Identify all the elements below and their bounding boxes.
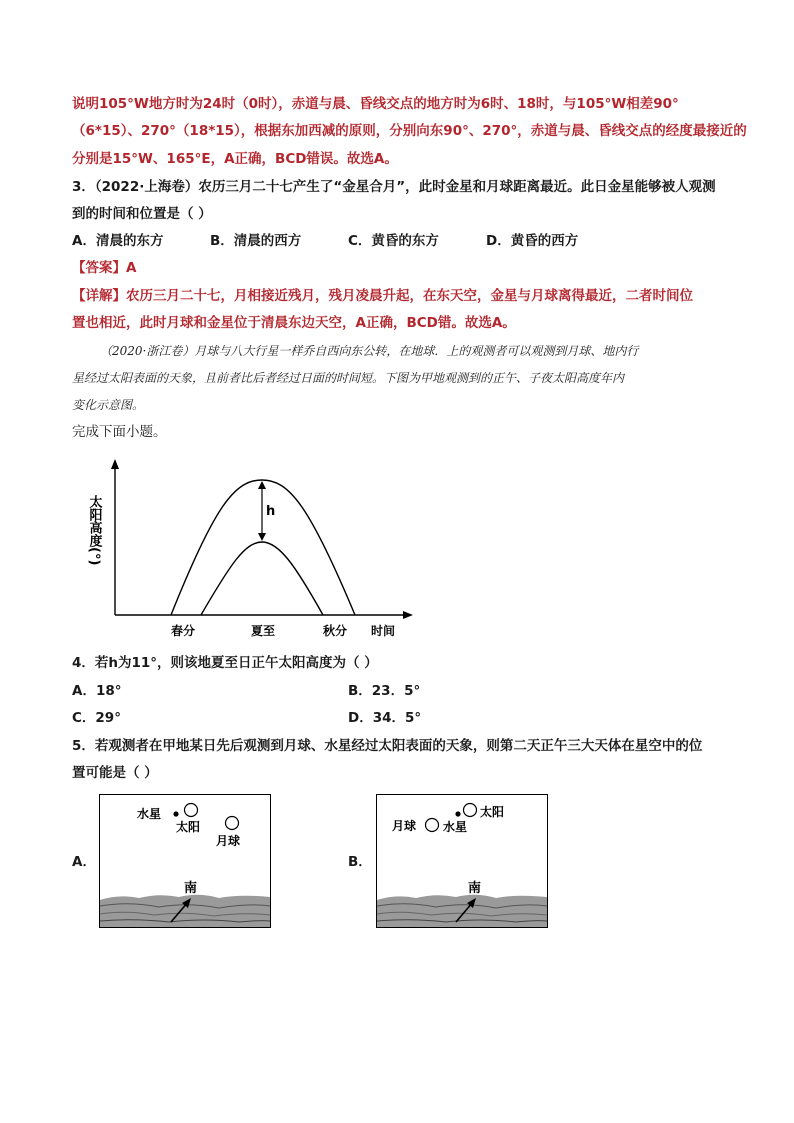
south-label: 南 xyxy=(468,881,482,896)
option-a-sky-panel xyxy=(99,794,271,928)
tick-label-autumn-equinox: 秋分 xyxy=(323,624,348,638)
explanation-line-3: 分别是15°W、165°E，A正确，BCD错误。故选A。 xyxy=(72,151,398,167)
moon-label: 月球 xyxy=(392,819,417,833)
mercury-dot xyxy=(173,811,178,816)
question-5-stem-line-1: 5．若观测者在甲地某日先后观测到月球、水星经过太阳表面的天象，则第二天正午三大天体在星空中的位 xyxy=(72,738,703,754)
ground-terrain xyxy=(100,895,270,927)
question-3-option-d: D．黄昏的西方 xyxy=(486,233,579,249)
question-3-detail-line-1 xyxy=(72,287,693,305)
question-5-stem-line-2: 置可能是（ ） xyxy=(72,765,158,781)
x-axis-arrow xyxy=(403,611,413,619)
intro-line-3: 变化示意图。 xyxy=(72,398,145,412)
intro-line-2: 星经过太阳表面的天象，且前者比后者经过日面的时间短。下图为甲地观测到的正午、子夜太阳高度年内 xyxy=(72,371,625,385)
h-arrow-up xyxy=(258,481,266,489)
question-4-option-a: A．18° xyxy=(72,683,122,699)
intro-line-4: 完成下面小题。 xyxy=(72,424,167,440)
question-5-option-a-label: A． xyxy=(72,854,96,870)
mercury-label: 水星 xyxy=(137,807,162,821)
question-4-option-d: D．34．5° xyxy=(348,710,422,726)
mercury-dot xyxy=(455,811,460,816)
y-axis-label: 太阳高度(°) xyxy=(86,495,102,566)
question-3-stem-line-1: 3．（2022·上海卷）农历三月二十七产生了“金星合月”，此时金星和月球距离最近。此日金星能够被人观测 xyxy=(72,179,716,195)
question-4-stem: 4．若h为11°，则该地夏至日正午太阳高度为（ ） xyxy=(72,655,378,671)
noon-altitude-curve xyxy=(171,480,355,615)
tick-label-spring-equinox: 春分 xyxy=(171,624,196,638)
sun-label: 太阳 xyxy=(480,805,505,819)
moon-circle xyxy=(226,817,239,830)
question-4-option-b: B．23．5° xyxy=(348,683,421,699)
question-3-option-a: A．清晨的东方 xyxy=(72,233,164,249)
answer-value: A xyxy=(126,260,137,276)
question-3-answer xyxy=(72,259,136,277)
detail-text-1: 农历三月二十七，月相接近残月，残月凌晨升起，在东天空，金星与月球离得最近，二者时间位 xyxy=(126,288,693,304)
south-label: 南 xyxy=(184,881,198,896)
sun-circle xyxy=(185,804,198,817)
tick-label-summer-solstice: 夏至 xyxy=(251,624,276,638)
moon-label: 月球 xyxy=(216,834,241,848)
explanation-line-2: （6*15）、270°（18*15），根据东加西减的原则，分别向东90°、270°，赤道与晨、昏线交点的经度最接近的 xyxy=(72,123,747,139)
y-axis-arrow xyxy=(111,459,119,469)
h-label: h xyxy=(266,504,276,519)
detail-label: 【详解】 xyxy=(72,288,126,304)
question-3-detail-line-2: 置也相近，此时月球和金星位于清晨东边天空，A正确，BCD错。故选A。 xyxy=(72,315,516,331)
h-arrow-down xyxy=(258,533,266,541)
question-3-option-c: C．黄昏的东方 xyxy=(348,233,439,249)
sun-circle xyxy=(464,804,477,817)
question-3-stem-line-2: 到的时间和位置是（ ） xyxy=(72,206,212,222)
question-4-option-c: C．29° xyxy=(72,710,121,726)
explanation-line-1: 说明105°W地方时为24时（0时），赤道与晨、昏线交点的地方时为6时、18时，与105°W相差90° xyxy=(72,96,679,112)
x-axis-label: 时间 xyxy=(371,624,396,638)
question-5-option-b-label: B． xyxy=(348,854,372,870)
option-b-sky-panel xyxy=(376,794,548,928)
sun-label: 太阳 xyxy=(176,820,201,834)
intro-line-1: （2020·浙江卷）月球与八大行星一样乔自西向东公转，在地球．上的观测者可以观测到月球、地内行 xyxy=(100,344,639,358)
sun-altitude-chart xyxy=(85,455,425,645)
moon-circle xyxy=(426,819,439,832)
answer-label: 【答案】 xyxy=(72,260,126,276)
midnight-altitude-curve xyxy=(201,542,323,615)
ground-terrain xyxy=(377,895,547,927)
mercury-label: 水星 xyxy=(443,820,468,834)
question-3-option-b: B．清晨的西方 xyxy=(210,233,302,249)
